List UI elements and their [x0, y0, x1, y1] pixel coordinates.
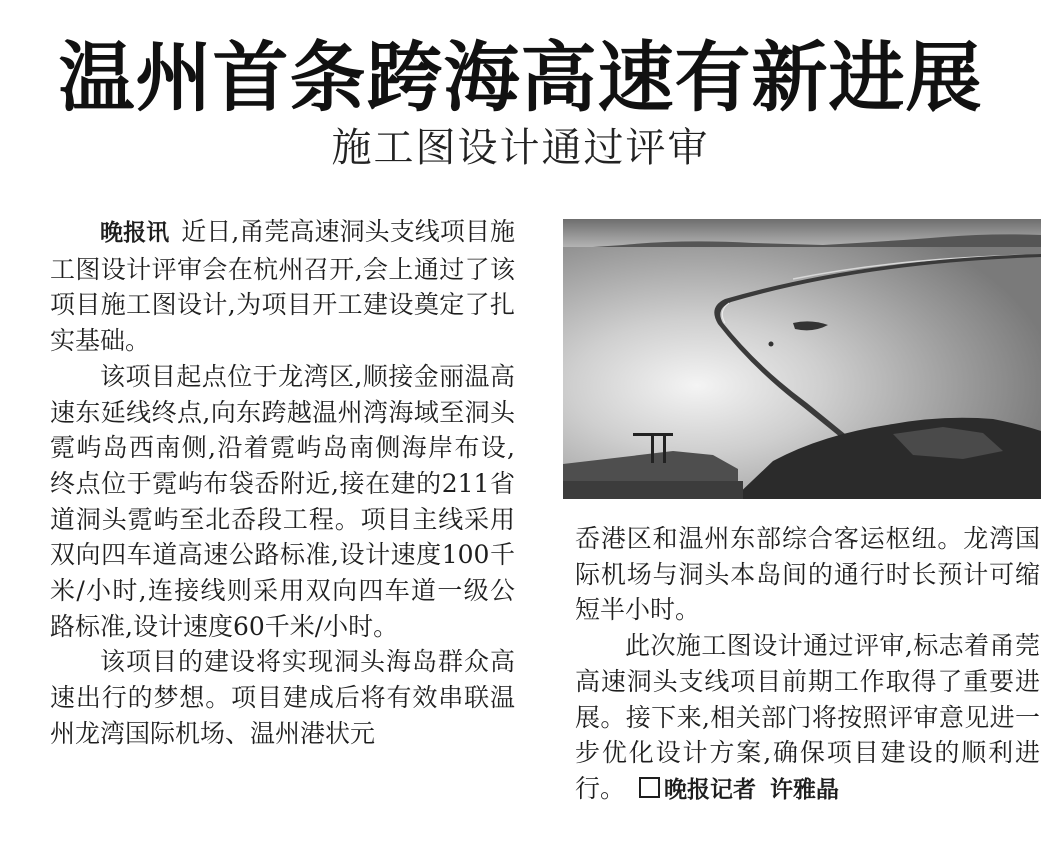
paragraph-4-text: 此次施工图设计通过评审,标志着甬莞高速洞头支线项目前期工作取得了重要进展。接下来,相关部门将按照评审意见进一步优化设计方案,确保项目建设的顺利进行。: [575, 631, 1040, 803]
article-paragraph-4: [575, 628, 1040, 809]
square-marker-icon: [639, 777, 660, 798]
paragraph-1-text: 近日,甬莞高速洞头支线项目施工图设计评审会在杭州召开,会上通过了该项目施工图设计,为项目开工建设奠定了扎实基础。: [50, 217, 516, 356]
headline: 温州首条跨海高速有新进展: [58, 33, 983, 122]
subheadline: 施工图设计通过评审: [331, 125, 710, 171]
article-paragraph-1: [50, 214, 515, 359]
sea-bridge-photo: [563, 219, 1041, 499]
article-paragraph-3-start: 该项目的建设将实现洞头海岛群众高速出行的梦想。项目建成后将有效串联温州龙湾国际机场、温州港状元: [50, 647, 515, 748]
byline-name: 许雅晶: [770, 776, 840, 803]
article-column-left: [50, 214, 515, 752]
article-paragraph-2: 该项目起点位于龙湾区,顺接金丽温高速东延线终点,向东跨越温州湾海域至洞头霓屿岛西南侧,沿着霓屿岛南侧海岸布设,终点位于霓屿布袋岙附近,接在建的211省道洞头霓屿至北岙段工程。项目主线采用双向四车道高速公路标准,设计速度100千米/小时,连接线则采用双向四车道一级公路标准,设计速度60千米/小时。: [50, 361, 515, 641]
byline: [639, 777, 839, 803]
article-column-right: [575, 521, 1040, 809]
byline-label: 晚报记者: [664, 776, 757, 803]
article-paragraph-3-continued: 岙港区和温州东部综合客运枢纽。龙湾国际机场与洞头本岛间的通行时长预计可缩短半小时。: [575, 524, 1040, 625]
lead-tag: 晚报讯: [100, 220, 170, 246]
